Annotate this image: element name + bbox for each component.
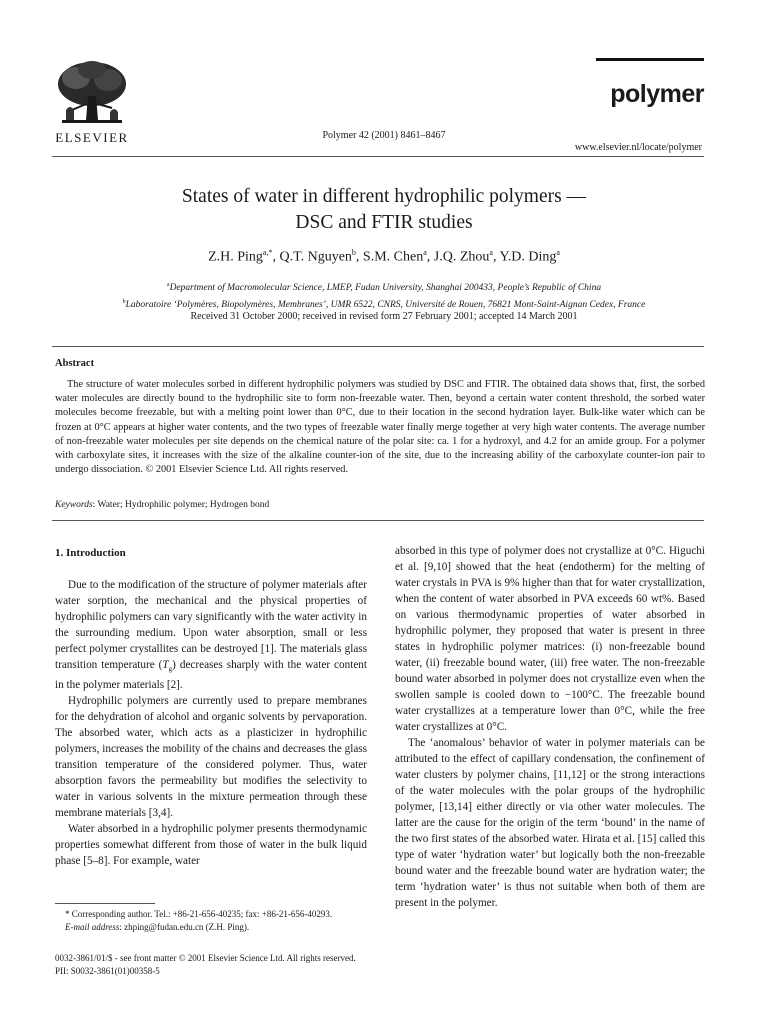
paragraph [55,577,367,693]
paragraph: The ‘anomalous’ behavior of water in polymer materials can be attributed to the effect of capillary condensation, the confinement of water clusters by polymer chains, [11,12] or the strong interactions of the water molecules with the polar groups of the hydrophilic polymer, [13,14] either directly or via other water molecules. The latter are the cause for the origin of the term ‘bound’ in the name of the two first states of the absorbed water. Hirata et al. [15] called this type of water ‘hydration water’ but logically both the non-freezable bound water and the freezable bound water are hydration water; the term ‘hydration water’ is thus not suitable when both of them are present in the polymer. [395,737,705,909]
corresponding-author: * Corresponding author. Tel.: +86-21-656-40235; fax: +86-21-656-40293. [65,909,333,919]
title-line-1: States of water in different hydrophilic polymers — [181,186,587,207]
affiliations [0,278,768,312]
affiliation-mark: a [166,282,170,288]
affiliation-b [0,295,768,312]
author-name: J.Q. Zhou [433,249,490,265]
keywords-list: : Water; Hydrophilic polymer; Hydrogen bond [92,500,270,510]
footnote-divider [55,903,155,904]
publisher-name: ELSEVIER [55,130,129,145]
author-name: S.M. Chen [362,249,424,265]
abstract-heading: Abstract [55,358,95,369]
journal-name: polymer [610,80,704,108]
paragraph: absorbed in this type of polymer does not crystallize at 0°C. Higuchi et al. [9,10] showed that the heat (endotherm) for the melting of water crystals in PVA is 9% higher than that for water crystallization, when the content of water absorbed in PVA exceeds 60 wt%. Based on various thermodynamic properties of water absorbed in hydrophilic polymer, they proposed that water is present in three states in hydrophilic polymer matrices: (i) non-freezable bound water, (ii) freezable bound water, (iii) free water. The non-freezable bound water absorbed in polymer does not crystallize even when the swollen sample is cooled down to −100°C. The freezable bound water crystallizes at a temperature lower than 0°C, while the free water crystallizes at 0°C. [395,545,705,733]
journal-url[interactable]: www.elsevier.nl/locate/polymer [574,142,702,153]
symbol-tg-subscript: g [168,665,173,674]
author-affil-mark: a [489,248,493,257]
body-column-left [55,545,367,869]
affiliation-mark: b [122,299,126,306]
body-column-right [395,543,705,911]
author-affil-mark: a [423,248,427,257]
affiliation-text: Laboratoire ‘Polymères, Biopolymères, Membranes’, UMR 6522, CNRS, Université de Rouen, 76821 Mont-Saint-Aignan Cedex, France [125,300,646,311]
article-title [0,184,768,236]
paragraph: Hydrophilic polymers are currently used to prepare membranes for the dehydration of alcohol and organic solvents by pervaporation. The absorbed water, which acts as a plasticizer in hydrophilic polymers, increases the mobility of the chains and decreases the glass transition temperature of the considered polymer. Thus, water absorption favors the permeability but modifies the selectivity to water in various solvents in the mixture permeation through these membrane materials [3,4]. [55,695,367,820]
author-name: Q.T. Nguyen [279,249,352,265]
email-line [55,921,370,934]
section-heading: 1. Introduction [55,547,126,559]
author-list: Z.H. Ping$^{a,*}$, Q.T. Nguyen$^b$, S.M. Chen$^a$, J.Q. Zhou$^a$, Y.D. Ding$^a$ [208,248,560,265]
author-name: Z.H. Ping [208,249,263,265]
author-affil-mark: b [351,248,356,257]
abstract-text: The structure of water molecules sorbed in different hydrophilic polymers was studied by DSC and FTIR. The obtained data shows that, first, the sorbed water molecules are directly bound to the hydrophilic site to form non-freezable water. Then, beyond a certain water content threshold, the sorbed water molecules become freezable, but with a melting point lower than 0°C, due to their location in the second hydration layer. Bulk-like water which can be frozen at 0°C appears at higher water contents, and the two types of freezable water finally merge together at very high water contents. The average number of non-freezable water molecules per site depends on the chemical nature of the polar site: ca. 1 for a hydroxyl, and 4.2 for an amide group. For a polymer with carboxylate sites, it increases with the size of the alkaline counter-ion of the site, due to the increasing ability of the carboxylate counter-ion pair to undergo dissociation. © 2001 Elsevier Science Ltd. All rights reserved. [55,379,705,476]
author-affil-mark: a,* [262,248,273,257]
elsevier-tree-icon [52,58,132,128]
email-label: E-mail address [65,922,120,932]
email-address[interactable]: : zhping@fudan.edu.cn (Z.H. Ping). [119,922,250,932]
copyright-line: 0032-3861/01/$ - see front matter © 2001 Elsevier Science Ltd. All rights reserved. [55,953,356,963]
paragraph-text: Due to the modification of the structure of polymer materials after water sorption, the mechanical and the physical properties of hydrophilic polymers can vary significantly with the water activity in the surrounding medium. Upon water absorption, small or less perfect polymer crystallites can be destroyed [1]. The materials glass transition temperature ( [55,579,367,671]
author-affil-mark: a [556,248,560,257]
journal-citation: Polymer 42 (2001) 8461–8467 [322,130,446,141]
title-line-2: DSC and FTIR studies [295,212,473,233]
copyright-notice [55,952,356,978]
abstract-divider [52,520,704,521]
article-dates: Received 31 October 2000; received in revised form 27 February 2001; accepted 14 March 2001 [190,311,578,322]
pii-line: PII: S0032-3861(01)00358-5 [55,966,160,976]
paragraph-text: ) decreases sharply with the water content in the polymer materials [2]. [55,659,367,692]
affiliation-a [0,278,768,295]
paragraph: Water absorbed in a hydrophilic polymer presents thermodynamic properties somewhat different from those of water in the bulk liquid phase [5–8]. For example, water [55,823,367,868]
symbol-tg: T [162,659,169,671]
footnote [55,908,370,934]
title-divider [52,346,704,347]
keywords [55,500,269,510]
keywords-label: Keywords [55,500,93,510]
author-name: Y.D. Ding [499,249,557,265]
header-divider [52,156,704,157]
journal-brand [594,58,704,107]
brand-bar [596,58,704,61]
affiliation-text: Department of Macromolecular Science, LMEP, Fudan University, Shanghai 200433, People’s Republic of China [169,283,602,294]
